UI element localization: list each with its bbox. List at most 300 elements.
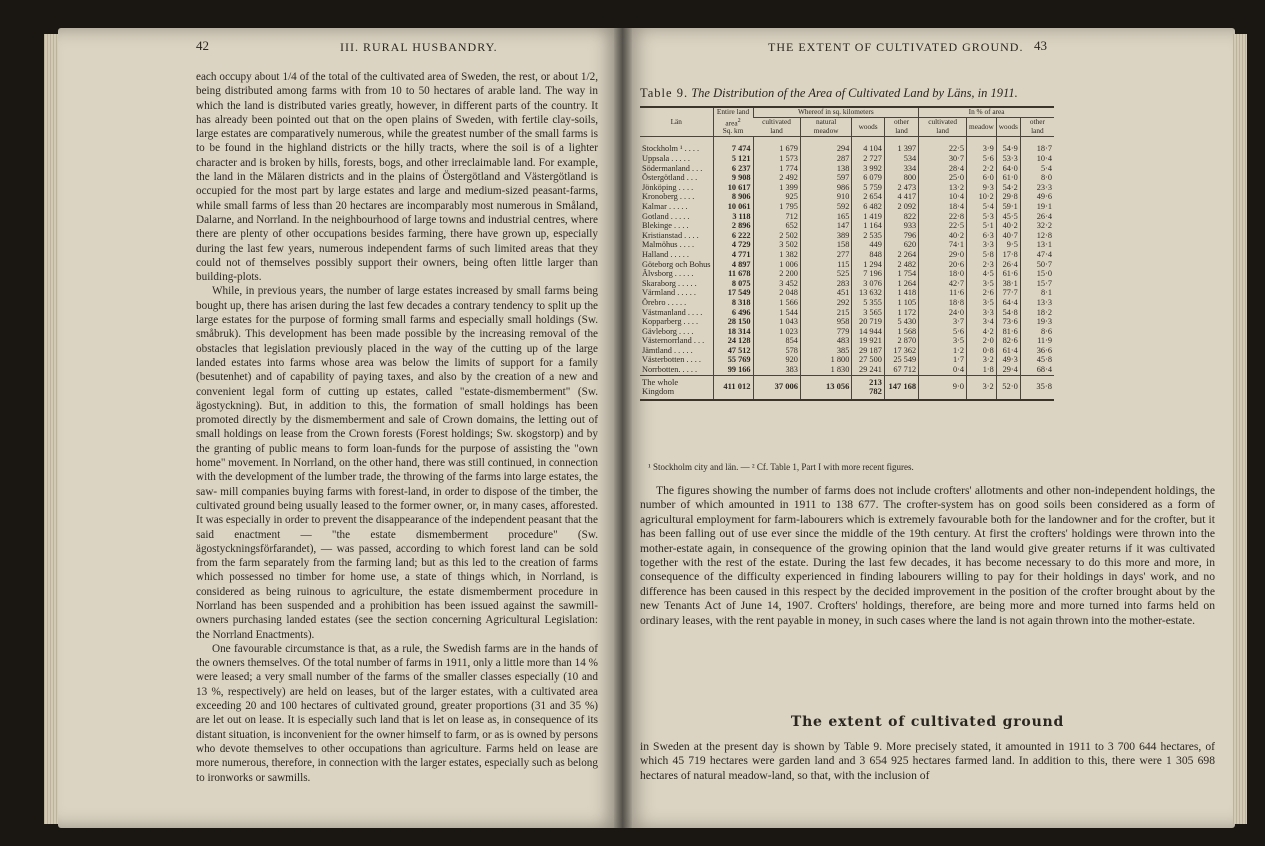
lan-name-cell: Jönköping . . . .: [642, 182, 694, 192]
header-pct: In % of area: [919, 107, 1054, 118]
value-cell: 4 897: [713, 260, 753, 270]
value-cell: 12·8: [1020, 231, 1054, 241]
value-cell: 24 128: [713, 336, 753, 346]
lan-name-cell: Skaraborg . . . . .: [642, 278, 697, 288]
value-cell: 5·1: [967, 221, 997, 231]
lan-name-cell: Gävleborg . . . .: [642, 326, 694, 336]
total-label: The whole Kingdom: [640, 375, 713, 400]
value-cell: 1·7: [919, 355, 967, 365]
header-woods: woods: [852, 118, 885, 137]
value-cell: 6 496: [713, 308, 753, 318]
header-cultivated: cultivated land: [753, 118, 800, 137]
value-cell: 29·4: [996, 365, 1020, 375]
value-cell: 40·2: [996, 221, 1020, 231]
table-body: [640, 136, 1054, 375]
value-cell: 3 118: [713, 212, 753, 222]
left-paragraph-1: each occupy about 1/4 of the total of the cultivated area of Sweden, the rest, or about 1/2, being distributed among farms with from 10 to 50 hectares of arable land. The way in which the land is distributed varies greatly, however, in different parts of the country. It has already been pointed out that on the open plains of Sweden, with fertile clay-soils, large estates are comparatively numerous, while the greatest number of the small farms is to be found in the highland districts or the hilly tracts, where the soil is of a lighter character and is broken by hills, forests, bogs, and other irreclaimable land. For example, the land in the Mälaren districts and in the plains of Östergötland and Västergötland is occupied for the most part by large estates and large and medium-sized peasant-farms, while small farms of less than 20 hectares are incomparably most numerous in Småland, Dalarne, and Norrland. In the neighbourhood of large towns and industrial centres, where there are plenty of other occupations besides farming, there have grown up, especially during the last few years, numerous independent farms of such limited areas that they could not of themselves possibly support their owners, being often little larger than building-plots.: [196, 71, 598, 284]
value-cell: 925: [753, 192, 800, 202]
table-row: [640, 355, 1054, 365]
value-cell: 8·1: [1020, 288, 1054, 298]
table-row: [640, 250, 1054, 260]
value-cell: 13·1: [1020, 240, 1054, 250]
lan-name-cell: Östergötland . . .: [642, 173, 698, 183]
value-cell: 15·7: [1020, 279, 1054, 289]
value-cell: 64·0: [996, 164, 1020, 174]
value-cell: 5·4: [967, 202, 997, 212]
total-cell: 13 056: [800, 375, 851, 400]
value-cell: 19 921: [852, 336, 885, 346]
value-cell: 82·6: [996, 336, 1020, 346]
value-cell: 534: [884, 154, 918, 164]
value-cell: 53·3: [996, 154, 1020, 164]
value-cell: 652: [753, 221, 800, 231]
lan-name-cell: Göteborg och Bohus: [642, 259, 711, 269]
value-cell: 712: [753, 212, 800, 222]
value-cell: 42·7: [919, 279, 967, 289]
value-cell: 3·5: [919, 336, 967, 346]
table-row: [640, 154, 1054, 164]
lan-name-cell: Västerbotten . . . .: [642, 355, 701, 365]
table-row: [640, 317, 1054, 327]
lan-name-cell: Värmland . . . . .: [642, 288, 696, 298]
table-row: [640, 336, 1054, 346]
value-cell: 17 362: [884, 346, 918, 356]
value-cell: 796: [884, 231, 918, 241]
value-cell: 18·4: [919, 202, 967, 212]
lan-name-cell: Uppsala . . . . .: [642, 154, 690, 164]
lan-name-cell: Örebro . . . . .: [642, 297, 687, 307]
value-cell: 1 566: [753, 298, 800, 308]
lan-name-cell: Västmanland . . . .: [642, 307, 703, 317]
lan-name-cell: Södermanland . . .: [642, 163, 703, 173]
table-footnote: ¹ Stockholm city and län. — ² Cf. Table 1, Part I with more recent figures.: [648, 462, 914, 472]
value-cell: 1 264: [884, 279, 918, 289]
value-cell: 2 502: [753, 231, 800, 241]
book-gutter: [614, 28, 632, 828]
value-cell: 24·0: [919, 308, 967, 318]
value-cell: 27 500: [852, 355, 885, 365]
value-cell: 7 474: [713, 144, 753, 154]
value-cell: 1 573: [753, 154, 800, 164]
value-cell: 6·3: [967, 231, 997, 241]
left-body-text: [196, 70, 598, 785]
value-cell: 61·4: [996, 346, 1020, 356]
value-cell: 2 727: [852, 154, 885, 164]
value-cell: 1 754: [884, 269, 918, 279]
value-cell: 25·0: [919, 173, 967, 183]
value-cell: 59·1: [996, 202, 1020, 212]
value-cell: 47·4: [1020, 250, 1054, 260]
value-cell: 54·2: [996, 183, 1020, 193]
value-cell: 73·6: [996, 317, 1020, 327]
value-cell: 2 654: [852, 192, 885, 202]
value-cell: 8 318: [713, 298, 753, 308]
value-cell: 50·7: [1020, 260, 1054, 270]
value-cell: 2·0: [967, 336, 997, 346]
header-natural-meadow: natural meadow: [800, 118, 851, 137]
value-cell: 383: [753, 365, 800, 375]
value-cell: 1 774: [753, 164, 800, 174]
value-cell: 1 006: [753, 260, 800, 270]
table-caption: [640, 86, 1060, 101]
value-cell: 2·3: [967, 260, 997, 270]
value-cell: 1·8: [967, 365, 997, 375]
value-cell: 854: [753, 336, 800, 346]
left-paragraph-2: While, in previous years, the number of large estates increased by small farms being bought up, there has arisen during the last few decades a contrary tendency to split up the large estates for the purpose of forming small farms and especially small holdings (Sw. småbruk). This development has been made possible by the increasing removal of the obstacles that legislation previously placed in the way of the cutting up of the large landed estates into farms whose area was below the limits of support for a family (besutenhet) and of capability of paying taxes, and also by the creation of a new and convenient legal form of cutting up estates, called "estate-dismemberment" (Sw. ägostyckning). But, in addition to this, the formation of small holdings has been promoted directly by the dismemberment and sale of Crown domains, the letting out of small holdings on lease from the Crown forests (Forest holdings; Sw. skogstorp) and by the granting of public means to form loan-funds for the purpose of assisting the "own home" movement. In Norrland, on the other hand, there was still continued, in connection with the development of the lumber trade, the throwing of the farms into large estates, the saw- mill companies buying farms with forest-land, in order to dispose of the timber, the cultivated ground being usually leased to the former owner, or, in many cases, afforested. It was especially in order to prevent the disappearance of the independent peasant that the said enactment — "the estate dismemberment procedure" (Sw. ägostyckningsförfarandet), — was passed, according to which forest land can be sold from the farm separately from the farming land; but as this led to the creation of farms which possessed no timber for home use, a state of things which, in Norrland, is considered as being ruinous to agriculture, the estate dismemberment procedure in Norrland has been suspended and a prohibition has been issued against the sawmill-owners purchasing landed estates (see the section concerning Agricultural Legislation: the Norrland Enactments).: [196, 285, 598, 641]
value-cell: 0·4: [919, 365, 967, 375]
value-cell: 20 719: [852, 317, 885, 327]
value-cell: 18·0: [919, 269, 967, 279]
table-row: [640, 192, 1054, 202]
value-cell: 3 076: [852, 279, 885, 289]
total-cell: 411 012: [713, 375, 753, 400]
value-cell: 2 870: [884, 336, 918, 346]
value-cell: 2·2: [967, 164, 997, 174]
table-row: [640, 308, 1054, 318]
value-cell: 3 992: [852, 164, 885, 174]
table-row: [640, 288, 1054, 298]
value-cell: 2 896: [713, 221, 753, 231]
value-cell: 5·4: [1020, 164, 1054, 174]
value-cell: 77·7: [996, 288, 1020, 298]
value-cell: 55 769: [713, 355, 753, 365]
table-row: [640, 260, 1054, 270]
value-cell: 5 355: [852, 298, 885, 308]
value-cell: 3·9: [967, 144, 997, 154]
value-cell: 2 492: [753, 173, 800, 183]
value-cell: 1 679: [753, 144, 800, 154]
value-cell: 1 419: [852, 212, 885, 222]
value-cell: 3·5: [967, 279, 997, 289]
lan-name-cell: Kronoberg . . . .: [642, 192, 695, 202]
value-cell: 294: [800, 144, 851, 154]
value-cell: 36·6: [1020, 346, 1054, 356]
value-cell: 1 105: [884, 298, 918, 308]
table-row: [640, 212, 1054, 222]
value-cell: 54·8: [996, 308, 1020, 318]
lan-name-cell: Västernorrland . . .: [642, 336, 705, 346]
value-cell: 1 795: [753, 202, 800, 212]
total-cell: 35·8: [1020, 375, 1054, 400]
value-cell: 45·8: [1020, 355, 1054, 365]
value-cell: 13 632: [852, 288, 885, 298]
value-cell: 8·0: [1020, 173, 1054, 183]
value-cell: 779: [800, 327, 851, 337]
value-cell: 5 121: [713, 154, 753, 164]
value-cell: 165: [800, 212, 851, 222]
value-cell: 22·8: [919, 212, 967, 222]
value-cell: 3·3: [967, 240, 997, 250]
value-cell: 2 092: [884, 202, 918, 212]
value-cell: 4 729: [713, 240, 753, 250]
value-cell: 389: [800, 231, 851, 241]
header-other-land: other land: [884, 118, 918, 137]
value-cell: 1 830: [800, 365, 851, 375]
value-cell: 29·8: [996, 192, 1020, 202]
value-cell: 22·5: [919, 144, 967, 154]
right-paragraph-1: The figures showing the number of farms does not include crofters' allotments and other non-independent holdings, the number of which amounted in 1911 to 138 677. The crofter-system has on good soils been considered as a form of agricultural employment for farm-labourers which is extremely favourable both for the landowner and for the crofter, but it has been falling out of use ever since the middle of the 19th century. At first the crofters' holdings were thrown into the mother-estate again, in consequence of the growing opinion that the land would give greater returns if it was cultivated together with the rest of the estate. During the last few decades, it has become necessary to do this more and more, in consequence of the difficulty experienced in finding labourers willing to pay for their holdings in days' work, and no difference has been caused in this respect by the decided improvement in the position of the crofter brought about by the new Tenants Act of June 14, 1907. Crofters' holdings, therefore, are being more and more turned into farms held on ordinary leases, with the rent payable in money, in such cases where the land is not again thrown into the mother-estate.: [640, 484, 1215, 627]
value-cell: 3·5: [967, 298, 997, 308]
value-cell: 334: [884, 164, 918, 174]
value-cell: 1 399: [753, 183, 800, 193]
value-cell: 11 678: [713, 269, 753, 279]
value-cell: 2 535: [852, 231, 885, 241]
right-folio: 43: [1034, 38, 1047, 53]
value-cell: 5 759: [852, 183, 885, 193]
value-cell: 6·0: [967, 173, 997, 183]
value-cell: 483: [800, 336, 851, 346]
header-entire-unit: Sq. km: [722, 126, 744, 136]
lan-name-cell: Jämtland . . . . .: [642, 345, 693, 355]
value-cell: 8·6: [1020, 327, 1054, 337]
right-body-text-2: [640, 740, 1215, 783]
table-row: [640, 173, 1054, 183]
left-running-head: III. RURAL HUSBANDRY.: [340, 40, 498, 54]
value-cell: 10·2: [967, 192, 997, 202]
value-cell: 4·2: [967, 327, 997, 337]
value-cell: 54·9: [996, 144, 1020, 154]
distribution-table: [640, 106, 1054, 401]
header-entire-area: Entire land area$^2$ Sq. km: [713, 107, 753, 136]
value-cell: 958: [800, 317, 851, 327]
value-cell: 29 187: [852, 346, 885, 356]
value-cell: 25 549: [884, 355, 918, 365]
value-cell: 9·5: [996, 240, 1020, 250]
value-cell: 147: [800, 221, 851, 231]
value-cell: 64·4: [996, 298, 1020, 308]
table-row: [640, 231, 1054, 241]
value-cell: 68·4: [1020, 365, 1054, 375]
value-cell: 1 544: [753, 308, 800, 318]
value-cell: 449: [852, 240, 885, 250]
value-cell: 6 222: [713, 231, 753, 241]
value-cell: 7 196: [852, 269, 885, 279]
value-cell: 8 075: [713, 279, 753, 289]
value-cell: 61·0: [996, 173, 1020, 183]
value-cell: 578: [753, 346, 800, 356]
value-cell: 910: [800, 192, 851, 202]
total-cell: 52·0: [996, 375, 1020, 400]
value-cell: 158: [800, 240, 851, 250]
lan-name-cell: Blekinge . . . .: [642, 221, 689, 231]
value-cell: 283: [800, 279, 851, 289]
value-cell: 1 397: [884, 144, 918, 154]
value-cell: 620: [884, 240, 918, 250]
total-cell: 147 168: [884, 375, 918, 400]
table-row: [640, 269, 1054, 279]
header-pct-meadow: meadow: [967, 118, 997, 137]
right-body-text: [640, 484, 1215, 628]
value-cell: 1 164: [852, 221, 885, 231]
right-paragraph-2: in Sweden at the present day is shown by Table 9. More precisely stated, it amounted in 1911 to 3 700 644 hectares, of which 45 719 hectares were garden land and 3 654 925 hectares farmed land. In addition to this, there were 1 305 698 hectares of natural meadow-land, so that, with the inclusion of: [640, 740, 1215, 782]
value-cell: 4 104: [852, 144, 885, 154]
value-cell: 986: [800, 183, 851, 193]
value-cell: 1 382: [753, 250, 800, 260]
value-cell: 800: [884, 173, 918, 183]
value-cell: 26·4: [1020, 212, 1054, 222]
value-cell: 9·3: [967, 183, 997, 193]
total-cell: 37 006: [753, 375, 800, 400]
lan-name-cell: Älvsborg . . . . .: [642, 269, 694, 279]
value-cell: 5·6: [967, 154, 997, 164]
value-cell: 49·3: [996, 355, 1020, 365]
total-cell: 9·0: [919, 375, 967, 400]
value-cell: 10 061: [713, 202, 753, 212]
value-cell: 19·1: [1020, 202, 1054, 212]
value-cell: 292: [800, 298, 851, 308]
value-cell: 1 418: [884, 288, 918, 298]
value-cell: 451: [800, 288, 851, 298]
value-cell: 3·2: [967, 355, 997, 365]
table-label: Table 9.: [640, 86, 689, 100]
table-row: [640, 240, 1054, 250]
value-cell: 13·3: [1020, 298, 1054, 308]
value-cell: 2 048: [753, 288, 800, 298]
value-cell: 28·4: [919, 164, 967, 174]
value-cell: 28 150: [713, 317, 753, 327]
value-cell: 138: [800, 164, 851, 174]
value-cell: 45·5: [996, 212, 1020, 222]
value-cell: 848: [852, 250, 885, 260]
value-cell: 592: [800, 202, 851, 212]
value-cell: 2 473: [884, 183, 918, 193]
value-cell: 2 264: [884, 250, 918, 260]
value-cell: 2 482: [884, 260, 918, 270]
value-cell: 6 482: [852, 202, 885, 212]
value-cell: 38·1: [996, 279, 1020, 289]
table-row: [640, 279, 1054, 289]
section-heading: The extent of cultivated ground: [790, 714, 1065, 730]
table-total-row: [640, 375, 1054, 400]
value-cell: 1·2: [919, 346, 967, 356]
value-cell: 5 430: [884, 317, 918, 327]
value-cell: 18 314: [713, 327, 753, 337]
value-cell: 30·7: [919, 154, 967, 164]
table-row: [640, 183, 1054, 193]
value-cell: 26·4: [996, 260, 1020, 270]
value-cell: 4 417: [884, 192, 918, 202]
value-cell: 61·6: [996, 269, 1020, 279]
value-cell: 933: [884, 221, 918, 231]
value-cell: 2 200: [753, 269, 800, 279]
table-title: The Distribution of the Area of Cultivated Land by Läns, in 1911.: [691, 86, 1018, 100]
lan-name-cell: Stockholm ¹ . . . .: [642, 144, 700, 154]
value-cell: 215: [800, 308, 851, 318]
table-row: [640, 346, 1054, 356]
value-cell: 18·7: [1020, 144, 1054, 154]
table-row: [640, 365, 1054, 375]
value-cell: 10 617: [713, 183, 753, 193]
lan-name-cell: Malmöhus . . . .: [642, 240, 695, 250]
value-cell: 74·1: [919, 240, 967, 250]
value-cell: 19·3: [1020, 317, 1054, 327]
value-cell: 17·8: [996, 250, 1020, 260]
value-cell: 10·4: [1020, 154, 1054, 164]
value-cell: 13·2: [919, 183, 967, 193]
lan-name-cell: Norrbotten. . . . .: [642, 365, 698, 375]
value-cell: 1 043: [753, 317, 800, 327]
value-cell: 4 771: [713, 250, 753, 260]
value-cell: 99 166: [713, 365, 753, 375]
table-row: [640, 164, 1054, 174]
value-cell: 3 565: [852, 308, 885, 318]
value-cell: 385: [800, 346, 851, 356]
value-cell: 1 800: [800, 355, 851, 365]
value-cell: 920: [753, 355, 800, 365]
value-cell: 32·2: [1020, 221, 1054, 231]
value-cell: 6 079: [852, 173, 885, 183]
value-cell: 5·8: [967, 250, 997, 260]
value-cell: 14 944: [852, 327, 885, 337]
value-cell: 67 712: [884, 365, 918, 375]
lan-name-cell: Kristianstad . . . .: [642, 230, 699, 240]
lan-name-cell: Halland . . . . .: [642, 249, 690, 259]
header-whereof: Whereof in sq. kilometers: [753, 107, 919, 118]
value-cell: 525: [800, 269, 851, 279]
table-row: [640, 221, 1054, 231]
value-cell: 287: [800, 154, 851, 164]
value-cell: 81·6: [996, 327, 1020, 337]
value-cell: 3·7: [919, 317, 967, 327]
value-cell: 1 172: [884, 308, 918, 318]
table-row: [640, 327, 1054, 337]
value-cell: 29·0: [919, 250, 967, 260]
table-row: [640, 298, 1054, 308]
value-cell: 10·4: [919, 192, 967, 202]
value-cell: 277: [800, 250, 851, 260]
value-cell: 1 568: [884, 327, 918, 337]
value-cell: 40·2: [919, 231, 967, 241]
lan-name-cell: Gotland . . . . .: [642, 211, 690, 221]
header-lan: Län: [640, 107, 713, 136]
page-edges-right: [1233, 34, 1247, 824]
right-running-head: THE EXTENT OF CULTIVATED GROUND.: [768, 40, 1024, 54]
value-cell: 20·6: [919, 260, 967, 270]
header-pct-other: other land: [1020, 118, 1054, 137]
value-cell: 40·7: [996, 231, 1020, 241]
value-cell: 23·3: [1020, 183, 1054, 193]
value-cell: 0·8: [967, 346, 997, 356]
value-cell: 11·6: [919, 288, 967, 298]
value-cell: 3·3: [967, 308, 997, 318]
value-cell: 2·6: [967, 288, 997, 298]
value-cell: 4·5: [967, 269, 997, 279]
left-paragraph-3: One favourable circumstance is that, as a rule, the Swedish farms are in the hands of the owners themselves. Of the total number of farms in 1911, only a little more than 14 % were leased; a very small number of the farms of the smaller classes especially (10 and 13 %, respectively) are held on leases, but of the larger estates, with a cultivated area exceeding 20 and 100 hectares of cultivated ground, greater proportions (31 and 35 %) are let out on lease. It is especially such land that is let on lease as, in consequence of its distant situation, is inconvenient for the owner himself to farm, or as is owned by persons who devote themselves to other occupations than agriculture. Farms held on lease are more numerous, therefore, in connection with the larger estates, especially such as belong to ironworks or sawmills.: [196, 642, 598, 784]
value-cell: 3 502: [753, 240, 800, 250]
value-cell: 822: [884, 212, 918, 222]
value-cell: 5·6: [919, 327, 967, 337]
value-cell: 1 023: [753, 327, 800, 337]
value-cell: 5·3: [967, 212, 997, 222]
value-cell: 29 241: [852, 365, 885, 375]
value-cell: 47 512: [713, 346, 753, 356]
header-pct-cultivated: cultivated land: [919, 118, 967, 137]
value-cell: 11·9: [1020, 336, 1054, 346]
left-folio: 42: [196, 38, 209, 53]
value-cell: 18·2: [1020, 308, 1054, 318]
value-cell: 115: [800, 260, 851, 270]
value-cell: 9 908: [713, 173, 753, 183]
value-cell: 15·0: [1020, 269, 1054, 279]
value-cell: 3·4: [967, 317, 997, 327]
value-cell: 8 906: [713, 192, 753, 202]
total-cell: 3·2: [967, 375, 997, 400]
value-cell: 6 237: [713, 164, 753, 174]
value-cell: 1 294: [852, 260, 885, 270]
table-row: [640, 144, 1054, 154]
value-cell: 3 452: [753, 279, 800, 289]
value-cell: 18·8: [919, 298, 967, 308]
